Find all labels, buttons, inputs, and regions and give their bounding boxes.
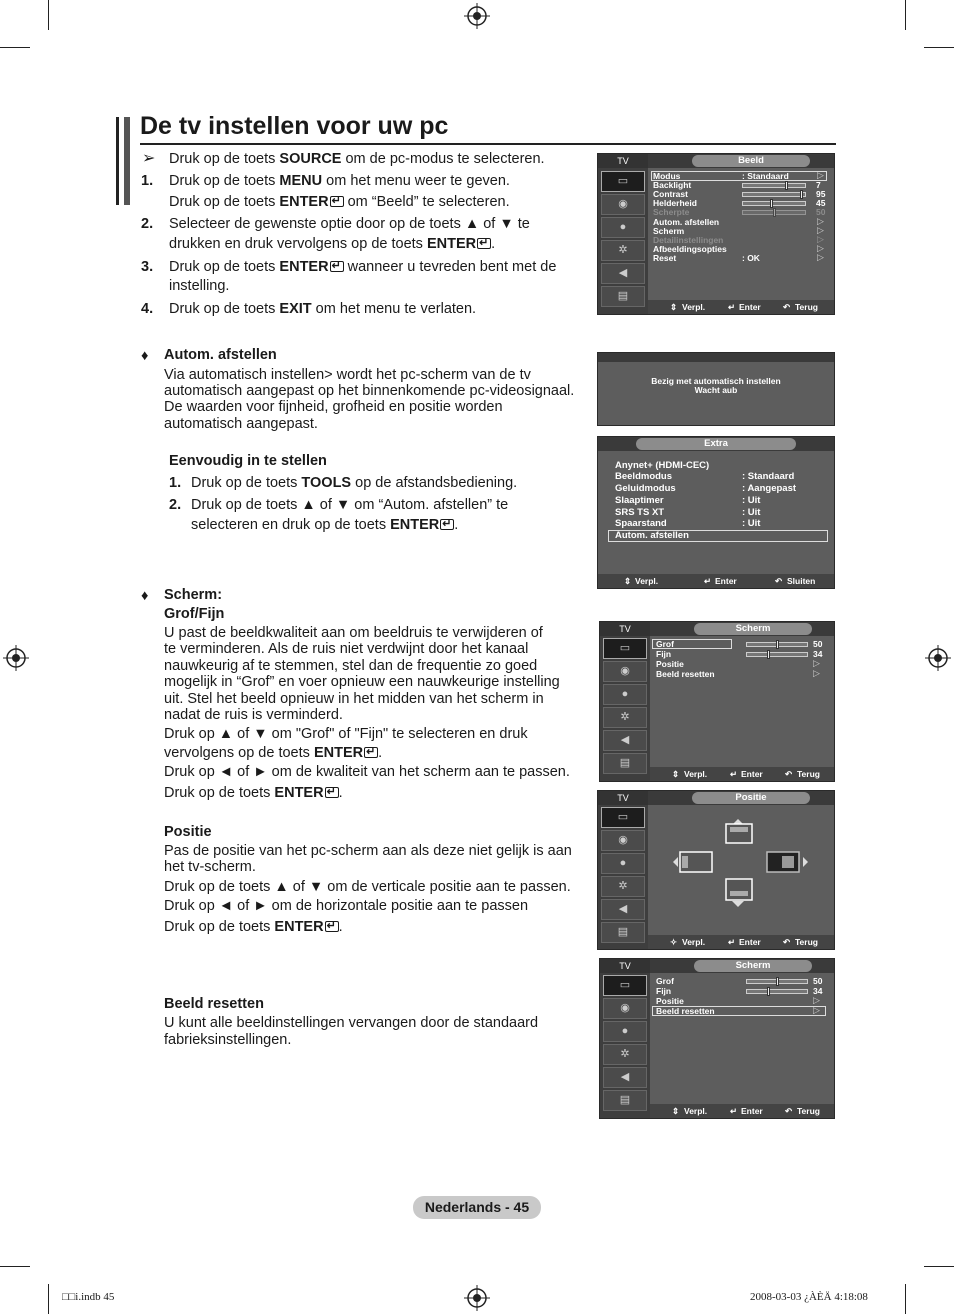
osd-slider (742, 183, 806, 188)
registration-mark-icon (464, 1285, 490, 1311)
step-text: Druk op de toets ENTER↵ om “Beeld” te selecteren. (169, 194, 510, 211)
crop-mark (924, 1266, 954, 1267)
osd-row-label: Fijn (656, 986, 672, 996)
body-line: mogelijk in “Grof” en voer opnieuw een nauwkeurige instelling (164, 674, 560, 690)
osd-slider-knob (767, 987, 770, 996)
step-text: Druk op de toets MENU om het menu weer te geven. (169, 173, 510, 189)
picture-icon: ▭ (603, 638, 647, 659)
osd-slider (746, 652, 808, 657)
return-icon: ↶ (785, 769, 793, 779)
osd-row-label: Beeld resetten (656, 1006, 715, 1016)
enter-icon (477, 238, 491, 249)
osd-footer (650, 1104, 834, 1118)
osd-footer-move: Verpl. (682, 302, 706, 312)
registration-mark-icon (925, 645, 951, 671)
osd-slider-knob (770, 199, 773, 208)
body-line: Pas de positie van het pc-scherm aan als deze niet gelijk is aan (164, 843, 572, 859)
osd-slider (746, 979, 808, 984)
subheading: Beeld resetten (164, 996, 264, 1012)
osd-slider-knob (767, 650, 770, 659)
busy-line: Wacht aub (694, 385, 738, 395)
osd-footer-back: Terug (797, 769, 820, 779)
crop-mark (905, 0, 906, 30)
step-number: 2. (141, 216, 154, 232)
osd-row-label: Helderheid (653, 198, 697, 208)
osd-slider-knob (776, 977, 779, 986)
osd-footer-close: Sluiten (787, 576, 816, 586)
osd-title: Scherm (694, 960, 812, 972)
osd-tv-label: TV (600, 622, 650, 636)
osd-row-label: SRS TS XT (615, 507, 665, 518)
input-icon: ◀ (603, 1067, 647, 1088)
body-line: fabrieksinstellingen. (164, 1032, 292, 1048)
osd-slider (746, 989, 808, 994)
step-text: Druk op de toets ▲ of ▼ om “Autom. afstellen” te (191, 497, 509, 513)
setup-icon: ✲ (603, 707, 647, 728)
application-icon: ▤ (603, 1090, 647, 1111)
arrow-right-icon: ▷ (817, 216, 824, 226)
osd-row-value: : Standaard (742, 171, 789, 181)
body-line: De waarden voor fijnheid, grofheid en positie worden (164, 399, 503, 415)
step-number: 1. (169, 475, 182, 491)
osd-row-value: : Standaard (742, 471, 795, 482)
title-accent-bar (116, 117, 130, 205)
crop-mark (48, 0, 49, 30)
body-line: Druk op ▲ of ▼ om "Grof" of "Fijn" te selecteren en druk (164, 726, 528, 742)
body-line: Druk op de toets ENTER↵ . (164, 785, 343, 802)
input-icon: ◀ (603, 730, 647, 751)
move-icon: ✧ (670, 937, 678, 947)
step-number: 1. (141, 173, 154, 189)
osd-row-label: Beeldmodus (615, 471, 673, 482)
body-line: nadat de ruis is verminderd. (164, 707, 343, 723)
setup-icon: ✲ (603, 1044, 647, 1065)
sound-icon: ◉ (601, 194, 645, 215)
body-line: automatisch aangepast op het binnenkomende pc-videosignaal. (164, 383, 575, 399)
osd-footer (598, 574, 834, 588)
channel-icon: ● (603, 1021, 647, 1042)
osd-scherm-menu (599, 621, 835, 782)
osd-row-label: Fijn (656, 649, 672, 659)
enter-icon: ↵ (704, 576, 712, 586)
osd-row-value: 50 (813, 639, 823, 649)
arrow-right-icon: ▷ (813, 668, 820, 678)
step-text: Druk op de toets TOOLS op de afstandsbediening. (191, 475, 518, 491)
application-icon: ▤ (601, 922, 645, 943)
step-text: Druk op de toets EXIT om het menu te verlaten. (169, 301, 477, 317)
enter-icon: ↵ (728, 302, 736, 312)
osd-row-value: 50 (816, 207, 826, 217)
step-number: 4. (141, 301, 154, 317)
osd-slider-knob (785, 181, 788, 190)
channel-icon: ● (601, 217, 645, 238)
setup-icon: ✲ (601, 240, 645, 261)
position-arrows-icon (672, 817, 812, 909)
osd-row-value: : Uit (742, 518, 761, 529)
enter-icon (325, 921, 339, 932)
setup-icon: ✲ (601, 876, 645, 897)
section-heading: Autom. afstellen (164, 347, 277, 363)
subheading: Positie (164, 824, 212, 840)
return-icon: ↶ (783, 937, 791, 947)
osd-row-value: : Uit (742, 507, 761, 518)
body-line: Via automatisch instellen> wordt het pc-scherm van de tv (164, 367, 531, 383)
enter-icon: ↵ (730, 1106, 738, 1116)
osd-row-value: 50 (813, 976, 823, 986)
osd-slider-knob (773, 208, 776, 217)
osd-row-value: 45 (816, 198, 826, 208)
osd-row-label: Beeld resetten (656, 669, 715, 679)
osd-footer-back: Terug (797, 1106, 820, 1116)
title-rule (140, 143, 836, 145)
osd-row-label: Backlight (653, 180, 692, 190)
osd-row-label: Anynet+ (HDMI-CEC) (615, 460, 710, 471)
sound-icon: ◉ (603, 661, 647, 682)
registration-mark-icon (464, 3, 490, 29)
osd-row-label: Positie (656, 996, 684, 1006)
enter-icon (440, 519, 454, 530)
osd-row-label: Autom. afstellen (653, 217, 720, 227)
arrow-icon: ➢ (142, 150, 156, 167)
application-icon: ▤ (601, 286, 645, 307)
arrow-right-icon: ▷ (813, 995, 820, 1005)
osd-title: Scherm (694, 623, 812, 635)
body-line: U past de beeldkwaliteit aan om beeldruis te verwijderen of (164, 625, 543, 641)
move-icon: ⇕ (624, 576, 632, 586)
osd-tv-label: TV (598, 154, 648, 168)
intro-text: Druk op de toets SOURCE om de pc-modus te selecteren. (169, 151, 545, 167)
osd-positie-menu (597, 790, 835, 950)
osd-row-value: 95 (816, 189, 826, 199)
channel-icon: ● (603, 684, 647, 705)
return-icon: ↶ (783, 302, 791, 312)
crop-mark (0, 1266, 30, 1267)
sound-icon: ◉ (603, 998, 647, 1019)
osd-extra-menu (597, 436, 835, 589)
bullet-icon: ♦ (141, 348, 149, 364)
crop-mark (0, 47, 30, 48)
picture-icon: ▭ (601, 171, 645, 192)
osd-footer-enter: Enter (715, 576, 737, 586)
osd-footer-enter: Enter (741, 769, 763, 779)
osd-footer-back: Terug (795, 302, 818, 312)
body-line: uit. Stel het beeld opnieuw in het midden van het scherm in (164, 691, 544, 707)
osd-scherm-reset-menu (599, 958, 835, 1119)
body-line: Druk op de toets ▲ of ▼ om de verticale positie aan te passen. (164, 879, 571, 895)
osd-footer-enter: Enter (739, 302, 761, 312)
osd-row-label: Scherm (653, 226, 685, 236)
osd-footer (648, 935, 834, 949)
osd-beeld-menu (597, 153, 835, 315)
osd-row-label: Afbeeldingsopties (653, 244, 727, 254)
osd-row-label: Grof (656, 639, 674, 649)
arrow-right-icon: ▷ (817, 170, 824, 180)
osd-row-value: : Uit (742, 495, 761, 506)
enter-icon: ↵ (728, 937, 736, 947)
osd-row-label: Grof (656, 976, 674, 986)
arrow-right-icon: ▷ (817, 243, 824, 253)
move-icon: ⇕ (672, 769, 680, 779)
subheading: Eenvoudig in te stellen (169, 453, 327, 469)
body-line: vervolgens op de toets ENTER↵ . (164, 745, 382, 762)
page-number-badge: Nederlands - 45 (413, 1196, 541, 1219)
input-icon: ◀ (601, 263, 645, 284)
busy-line: Bezig met automatisch instellen (651, 376, 781, 386)
osd-slider (742, 210, 806, 215)
section-heading: Scherm: (164, 587, 223, 603)
osd-row-label: Scherpte (653, 207, 690, 217)
enter-icon (330, 261, 344, 272)
osd-row-value: 7 (816, 180, 821, 190)
body-line: Druk op ◄ of ► om de horizontale positie aan te passen (164, 898, 529, 914)
body-line: te verminderen. Als de ruis niet verdwijnt door het kanaal (164, 641, 529, 657)
osd-title: Extra (636, 438, 796, 450)
input-icon: ◀ (601, 899, 645, 920)
picture-icon: ▭ (601, 807, 645, 828)
body-line: nauwkeurig af te stemmen, stel dan de frequentie zo goed (164, 658, 538, 674)
step-text: drukken en druk vervolgens op de toets ENTER↵ . (169, 236, 495, 253)
osd-footer-back: Terug (795, 937, 818, 947)
osd-row-label: Contrast (653, 189, 688, 199)
print-date: 2008-03-03 ¿ÀÈÄ 4:18:08 (750, 1291, 868, 1303)
osd-footer (650, 767, 834, 781)
body-line: automatisch aangepast. (164, 416, 318, 432)
osd-slider-knob (800, 190, 803, 199)
registration-mark-icon (3, 645, 29, 671)
osd-slider-knob (776, 640, 779, 649)
osd-title: Positie (692, 792, 810, 804)
osd-row-value: 34 (813, 649, 823, 659)
osd-row-label: Spaarstand (615, 518, 667, 529)
osd-header (650, 622, 834, 636)
subheading: Grof/Fijn (164, 606, 225, 622)
osd-row-value: : Aangepast (742, 483, 797, 494)
channel-icon: ● (601, 853, 645, 874)
body-line: het tv-scherm. (164, 859, 256, 875)
osd-row-label: Slaaptimer (615, 495, 664, 506)
arrow-right-icon: ▷ (817, 225, 824, 235)
return-icon: ↶ (785, 1106, 793, 1116)
osd-footer-move: Verpl. (682, 937, 706, 947)
step-text: Selecteer de gewenste optie door op de toets ▲ of ▼ te (169, 216, 530, 232)
return-icon: ↶ (775, 576, 783, 586)
osd-slider (742, 201, 806, 206)
body-line: Druk op ◄ of ► om de kwaliteit van het scherm aan te passen. (164, 764, 570, 780)
osd-footer-move: Verpl. (684, 1106, 708, 1116)
osd-row-label: Modus (653, 171, 681, 181)
osd-header (650, 959, 834, 973)
step-number: 3. (141, 259, 154, 275)
sound-icon: ◉ (601, 830, 645, 851)
page-title: De tv instellen voor uw pc (140, 112, 449, 140)
step-number: 2. (169, 497, 182, 513)
crop-mark (924, 47, 954, 48)
step-text: instelling. (169, 278, 230, 294)
arrow-right-icon: ▷ (813, 658, 820, 668)
body-line: Druk op de toets ENTER↵ . (164, 919, 343, 936)
crop-mark (48, 1284, 49, 1314)
osd-footer-enter: Enter (741, 1106, 763, 1116)
application-icon: ▤ (603, 753, 647, 774)
step-text: selecteren en druk op de toets ENTER↵ . (191, 517, 458, 534)
osd-tv-label: TV (600, 959, 650, 973)
arrow-right-icon: ▷ (817, 252, 824, 262)
osd-footer-move: Verpl. (684, 769, 708, 779)
picture-icon: ▭ (603, 975, 647, 996)
osd-row-label: Geluidmodus (615, 483, 676, 494)
osd-row-label: Reset (653, 253, 677, 263)
osd-header (648, 154, 834, 168)
bullet-icon: ♦ (141, 588, 149, 604)
enter-icon (325, 787, 339, 798)
osd-slider (746, 642, 808, 647)
enter-icon (330, 196, 344, 207)
enter-icon (364, 747, 378, 758)
enter-icon: ↵ (730, 769, 738, 779)
arrow-right-icon: ▷ (813, 1005, 820, 1015)
move-icon: ⇕ (670, 302, 678, 312)
osd-row-label: Positie (656, 659, 684, 669)
osd-footer (648, 300, 834, 314)
move-icon: ⇕ (672, 1106, 680, 1116)
osd-slider (742, 192, 806, 197)
step-text: Druk op de toets ENTER↵ wanneer u tevreden bent met de (169, 259, 556, 276)
osd-header (648, 791, 834, 805)
osd-footer-move: Verpl. (635, 576, 659, 586)
osd-busy-message (597, 352, 835, 426)
arrow-right-icon: ▷ (817, 234, 824, 244)
file-info: □□i.indb 45 (62, 1291, 115, 1303)
osd-footer-enter: Enter (739, 937, 761, 947)
osd-row-label: Autom. afstellen (615, 530, 689, 541)
osd-row-value: : OK (742, 253, 760, 263)
osd-tv-label: TV (598, 791, 648, 805)
osd-row-value: 34 (813, 986, 823, 996)
body-line: U kunt alle beeldinstellingen vervangen door de standaard (164, 1015, 539, 1031)
osd-row-label: Detailinstellingen (653, 235, 724, 245)
crop-mark (905, 1284, 906, 1314)
osd-title: Beeld (692, 155, 810, 167)
